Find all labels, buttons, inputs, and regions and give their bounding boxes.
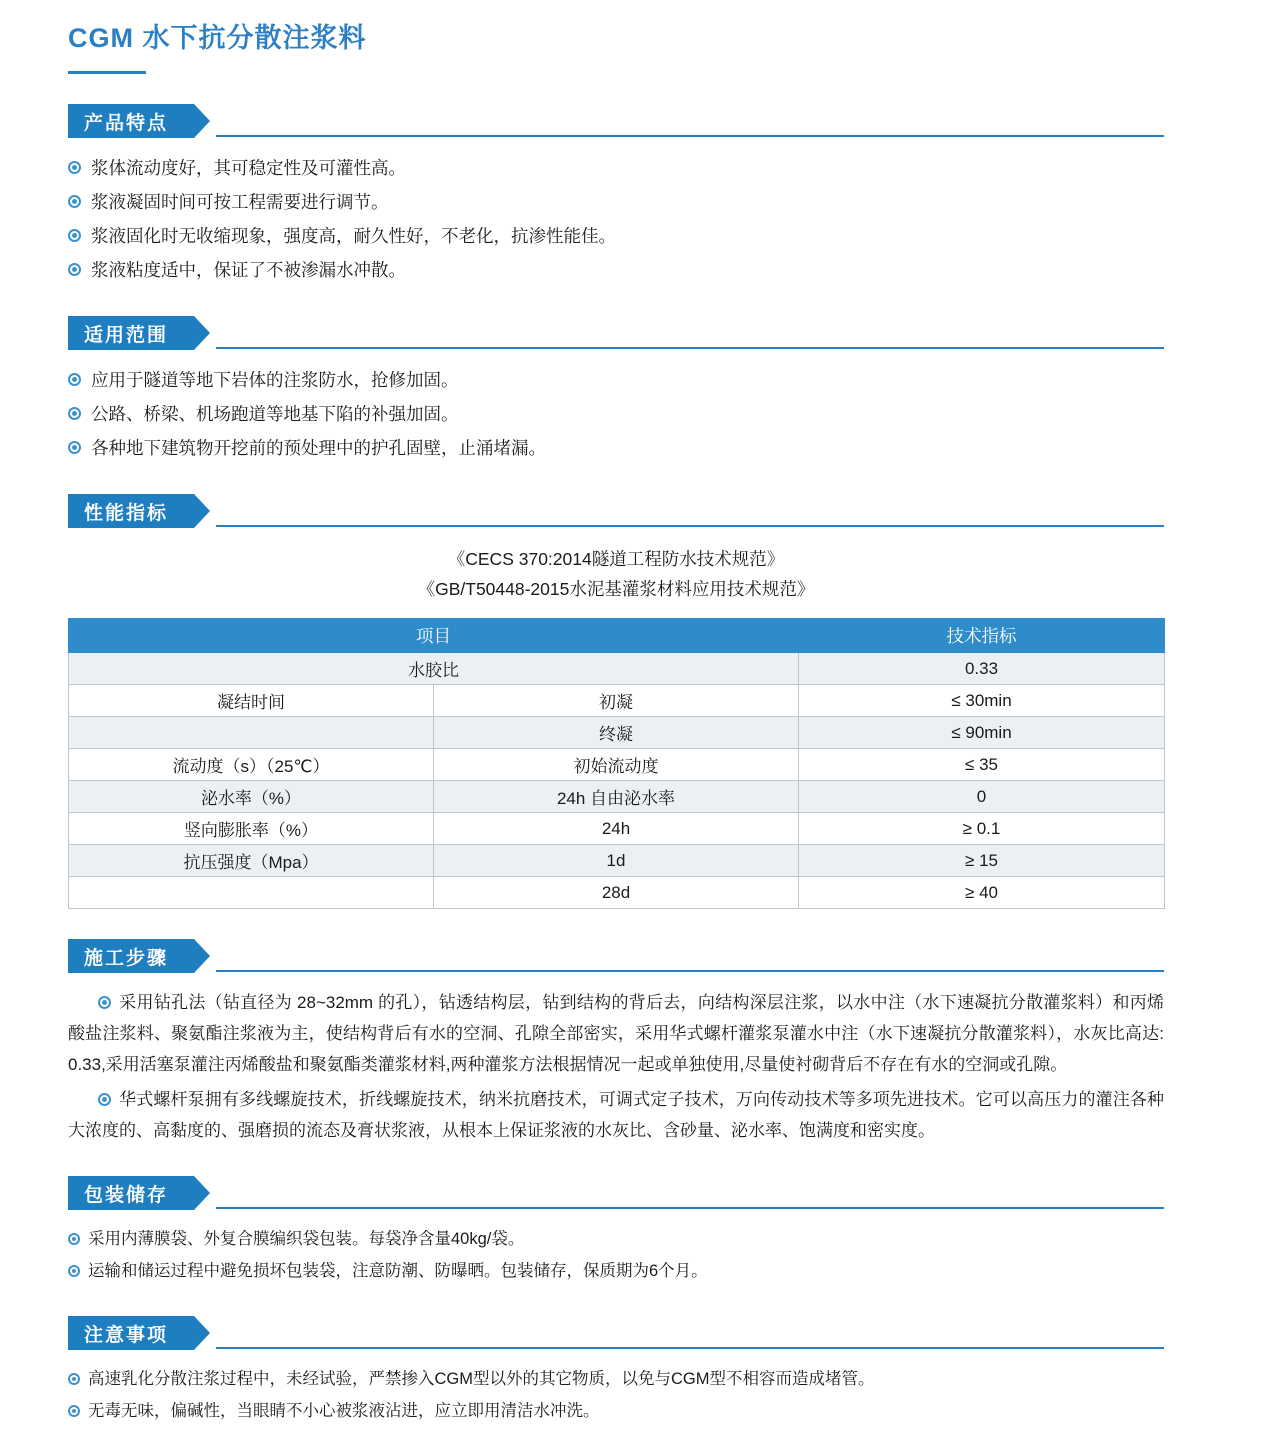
table-header-row [69,619,1165,653]
section-scope [0,316,1280,464]
paragraph [68,1084,1164,1146]
standard-reference: 《GB/T50448-2015水泥基灌浆材料应用技术规范》 [417,579,815,599]
table-cell-value: ≥ 15 [799,845,1165,877]
table-row [69,781,1165,813]
bullet-circle-icon [68,1233,80,1245]
table-row [69,685,1165,717]
page-title: CGM 水下抗分散注浆料 [68,23,367,53]
bullet-circle-icon [68,1405,80,1417]
features-list [68,152,1164,286]
table-cell-sub: 终凝 [434,717,799,749]
section-header-notes [68,1316,1164,1350]
list-item [68,254,1164,286]
section-rule [216,1207,1164,1209]
bullet-circle-icon [68,441,81,454]
table-row [69,813,1165,845]
scope-list [68,364,1164,464]
list-item [68,432,1164,464]
bullet-circle-icon [68,373,81,386]
list-item [68,1364,1164,1394]
table-cell-sub: 24h [434,813,799,845]
list-item-text: 公路、桥梁、机场跑道等地基下陷的补强加固。 [91,404,459,424]
list-item [68,398,1164,430]
table-header-cell: 项目 [69,619,799,653]
performance-table [68,618,1165,909]
table-cell-item [69,717,434,749]
title-underline [68,71,146,74]
section-header-packaging [68,1176,1164,1210]
list-item-text: 浆液固化时无收缩现象，强度高，耐久性好，不老化，抗渗性能佳。 [91,226,616,246]
table-cell-value: ≥ 0.1 [799,813,1165,845]
list-item [68,220,1164,252]
section-performance [0,494,1280,909]
list-item [68,186,1164,218]
list-item [68,1224,1164,1254]
paragraph-text: 采用钻孔法（钻直径为 28~32mm 的孔），钻透结构层，钻到结构的背后去，向结构深层注浆，以水中注（水下速凝抗分散灌浆料）和丙烯酸盐注浆料、聚氨酯注浆液为主，使结构背后有水的空洞、孔隙全部密实，采用华式螺杆灌浆泵灌水中注（水下速凝抗分散灌浆料），水灰比高达: 0.33,采用活塞泵灌注丙烯酸盐和聚氨酯类灌浆材料,两种灌浆方法根据情况一起或单独使用,尽量使衬砌背后不存在有水的空洞或孔隙。 [68,993,1164,1074]
table-cell-item [69,877,434,909]
list-item-text: 采用内薄膜袋、外复合膜编织袋包装。每袋净含量40kg/袋。 [88,1230,525,1248]
table-cell-sub: 初凝 [434,685,799,717]
table-cell-item: 抗压强度（Mpa） [69,845,434,877]
list-item-text: 无毒无味，偏碱性，当眼睛不小心被浆液沾进，应立即用清洁水冲洗。 [88,1402,600,1420]
section-title-scope: 适用范围 [68,316,194,350]
section-title-packaging: 包装储存 [68,1176,194,1210]
section-title-steps: 施工步骤 [68,939,194,973]
table-row [69,749,1165,781]
table-cell-item: 泌水率（%） [69,781,434,813]
table-cell-value: ≤ 30min [799,685,1165,717]
section-header-scope [68,316,1164,350]
section-title-performance: 性能指标 [68,494,194,528]
section-rule [216,970,1164,972]
table-cell-value: 0.33 [799,653,1165,685]
bullet-circle-icon [68,263,81,276]
paragraph-text: 华式螺杆泵拥有多线螺旋技术，折线螺旋技术，纳米抗磨技术，可调式定子技术，万向传动技术等多项先进技术。它可以高压力的灌注各种大浓度的、高黏度的、强磨损的流态及膏状浆液，从根本上保证浆液的水灰比、含砂量、泌水率、饱满度和密实度。 [68,1090,1164,1140]
table-cell-sub: 24h 自由泌水率 [434,781,799,813]
section-title-notes: 注意事项 [68,1316,194,1350]
section-header-performance [68,494,1164,528]
list-item-text: 运输和储运过程中避免损坏包装袋，注意防潮、防曝晒。包装储存，保质期为6个月。 [88,1262,708,1280]
table-cell-sub: 1d [434,845,799,877]
table-row [69,845,1165,877]
bullet-circle-icon [68,1373,80,1385]
bullet-circle-icon [98,1093,111,1106]
section-packaging [0,1176,1280,1286]
table-cell-item: 水胶比 [69,653,799,685]
table-row [69,877,1165,909]
standards-references [68,544,1164,604]
list-item-text: 浆液凝固时间可按工程需要进行调节。 [91,192,389,212]
table-cell-value: ≤ 35 [799,749,1165,781]
table-cell-sub: 28d [434,877,799,909]
table-cell-value: ≤ 90min [799,717,1165,749]
bullet-circle-icon [98,996,111,1009]
section-rule [216,1347,1164,1349]
steps-paragraphs [68,987,1164,1146]
paragraph [68,987,1164,1080]
section-title-features: 产品特点 [68,104,194,138]
table-cell-item: 竖向膨胀率（%） [69,813,434,845]
section-rule [216,347,1164,349]
notes-list [68,1364,1164,1426]
table-cell-sub: 初始流动度 [434,749,799,781]
section-rule [216,525,1164,527]
packaging-list [68,1224,1164,1286]
section-features [0,104,1280,286]
bullet-circle-icon [68,161,81,174]
table-row [69,717,1165,749]
bullet-circle-icon [68,1265,80,1277]
table-header-cell: 技术指标 [799,619,1165,653]
list-item [68,364,1164,396]
section-steps [0,939,1280,1146]
section-header-features [68,104,1164,138]
list-item-text: 浆体流动度好，其可稳定性及可灌性高。 [91,158,406,178]
list-item-text: 各种地下建筑物开挖前的预处理中的护孔固壁，止涌堵漏。 [91,438,546,458]
table-cell-item: 流动度（s）（25℃） [69,749,434,781]
table-cell-item: 凝结时间 [69,685,434,717]
section-rule [216,135,1164,137]
list-item [68,152,1164,184]
list-item-text: 浆液粘度适中，保证了不被渗漏水冲散。 [91,260,406,280]
bullet-circle-icon [68,407,81,420]
section-header-steps [68,939,1164,973]
table-cell-value: 0 [799,781,1165,813]
section-notes [0,1316,1280,1426]
list-item-text: 高速乳化分散注浆过程中，未经试验，严禁掺入CGM型以外的其它物质，以免与CGM型不相容而造成堵管。 [88,1370,875,1388]
bullet-circle-icon [68,229,81,242]
table-row [69,653,1165,685]
list-item-text: 应用于隧道等地下岩体的注浆防水，抢修加固。 [91,370,459,390]
standard-reference: 《CECS 370:2014隧道工程防水技术规范》 [447,549,785,569]
bullet-circle-icon [68,195,81,208]
list-item [68,1396,1164,1426]
list-item [68,1256,1164,1286]
table-cell-value: ≥ 40 [799,877,1165,909]
